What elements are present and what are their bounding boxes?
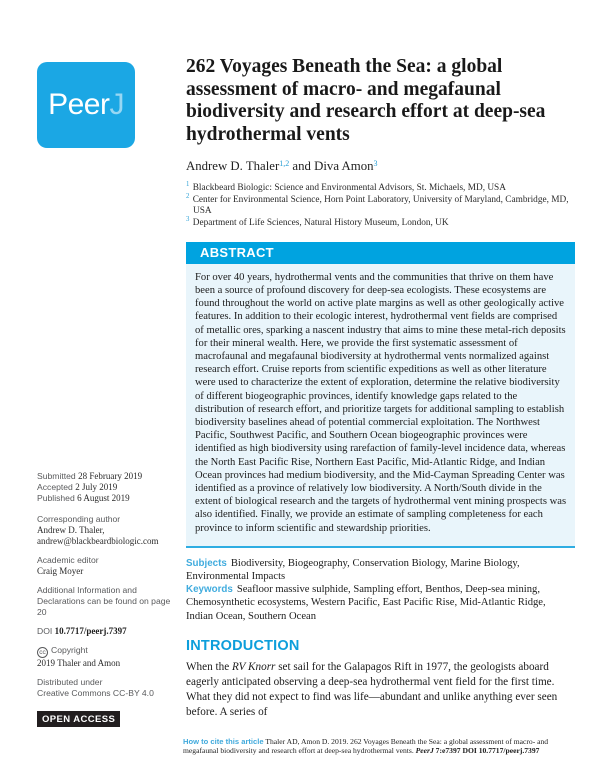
submitted-label: Submitted: [37, 471, 76, 481]
article-main-column: [186, 52, 575, 720]
creative-commons-icon: cc: [37, 647, 48, 658]
affiliation-1-text: Blackbeard Biologic: Science and Environmental Advisors, St. Michaels, MD, USA: [192, 183, 506, 193]
copyright-text: 2019 Thaler and Amon: [37, 658, 121, 668]
dates-block: [37, 471, 177, 504]
affiliations-list: [186, 183, 575, 230]
academic-editor-label: Academic editor: [37, 555, 99, 565]
affiliation-1-sup: 1: [186, 181, 190, 188]
academic-editor-name[interactable]: Craig Moyer: [37, 566, 84, 576]
author-2-name: Diva Amon: [314, 159, 374, 173]
article-metadata-sidebar: [37, 471, 177, 727]
doi-label: DOI: [37, 626, 53, 636]
abstract-body: [186, 264, 575, 548]
published-line: [37, 493, 177, 504]
author-2-affiliation-sup[interactable]: 3: [373, 159, 378, 168]
subjects-keywords-block: [186, 557, 575, 623]
submitted-date: 28 February 2019: [78, 471, 143, 481]
academic-editor-block: [37, 555, 177, 577]
subjects-text[interactable]: Biodiversity, Biogeography, Conservation Biology, Marine Biology, Environmental Impacts: [186, 557, 520, 583]
abstract-heading-bar: ABSTRACT: [186, 242, 575, 264]
abstract-text: For over 40 years, hydrothermal vents and the communities that thrive on them have been a source of profound discovery for deep-sea ecologists. These ecosystems are found throughout the world on active plate margins as well as other geologically active features. In addition to their ecologic interest, hydrothermal vent fields are comprised of metallic ores, sparking a nascent industry that aims to mine these metal-rich deposits for their mineral wealth. Here, we provide the first systematic assessment of macrofaunal and megafaunal biodiversity at hydrothermal vents normalized against research effort. Cruise reports from scientific expeditions as well as other literature were used to characterize the extent of exploration, determine the relative biodiversity of different biogeographic provinces, identify knowledge gaps related to the distribution of research effort, and prioritize targets for additional sampling to establish biodiversity baselines ahead of potential commercial exploitation. The Northwest Pacific, Southwest Pacific, and Southern Ocean biogeographic provinces were identified as high biodiversity using rarefaction of family-level incidence data, whereas the North East Pacific Rise, Northern East Pacific, Mid-Atlantic Ridge, and Indian Ocean provinces had medium biodiversity, and the Mid-Cayman Spreading Center was identified as a province of relatively low biodiversity. A North/South divide in the extent of biological research and the targets of hydrothermal vent mining prospects was also identified. Finally, we provide an estimate of sampling completeness for each province to inform scientific and stewardship priorities.: [195, 271, 567, 534]
peerj-logo-wordmark: [48, 88, 124, 122]
how-to-cite-label: How to cite this article: [183, 737, 264, 746]
additional-info-text: Additional Information and Declarations can be found on page 20: [37, 585, 171, 617]
keywords-label: Keywords: [186, 584, 233, 596]
corresponding-author-label: Corresponding author: [37, 514, 121, 524]
vessel-name-italic: RV Knorr: [231, 660, 276, 673]
intro-text-pre: When the: [186, 660, 232, 673]
submitted-line: [37, 471, 177, 482]
doi-block: [37, 626, 177, 637]
published-label: Published: [37, 493, 75, 503]
doi-value[interactable]: 10.7717/peerj.7397: [54, 626, 127, 636]
article-title: 262 Voyages Beneath the Sea: a global assessment of macro- and megafaunal biodiversity and research effort at deep-sea hydrothermal vents: [186, 56, 546, 145]
affiliation-item: [186, 183, 575, 195]
corresponding-author-email[interactable]: andrew@blackbeardbiologic.com: [37, 536, 159, 546]
published-date: 6 August 2019: [77, 493, 130, 503]
intro-text-post: set sail for the Galapagos Rift in 1977, the geologists aboard eagerly anticipated observing a deep-sea hydrothermal vent field for the first time. What they did not expect to find was life—abundant and unlike anything ever seen before. A series of: [186, 660, 558, 718]
citation-text: Thaler AD, Amon D. 2019. 262 Voyages Beneath the Sea: a global assessment of macro- and megafaunal biodiversity and research effort at deep-sea hydrothermal vents.: [183, 737, 549, 756]
open-access-badge[interactable]: OPEN ACCESS: [37, 711, 120, 727]
accepted-date: 2 July 2019: [75, 482, 118, 492]
affiliation-2-sup: 2: [186, 192, 190, 200]
citation-journal-name: PeerJ: [415, 746, 434, 756]
accepted-label: Accepted: [37, 482, 73, 492]
logo-text-peer: Peer: [48, 88, 110, 121]
author-1-name: Andrew D. Thaler: [186, 159, 280, 173]
license-block: [37, 677, 177, 699]
affiliation-2-text: Center for Environmental Science, Horn Point Laboratory, University of Maryland, Cambridge, MD, USA: [192, 194, 569, 217]
keywords-text: Seafloor massive sulphide, Sampling effort, Benthos, Deep-sea mining, Chemosynthetic ecosystems, Western Pacific, East Pacific Rise, Mid-Atlantic Ridge, Indian Ocean, Southern Ocean: [186, 584, 546, 622]
how-to-cite-paragraph: [183, 737, 579, 756]
author-1-affiliation-sup[interactable]: 1,2: [279, 159, 290, 168]
accepted-line: [37, 482, 177, 493]
subjects-label: Subjects: [186, 557, 227, 569]
copyright-line: [37, 645, 177, 658]
corresponding-author-block: [37, 514, 177, 547]
authors-line: [186, 159, 575, 174]
copyright-block: [37, 645, 177, 669]
license-line-1: Distributed under: [37, 677, 103, 687]
affiliation-3-text: Department of Life Sciences, Natural History Museum, London, UK: [192, 218, 449, 229]
affiliation-3-sup: 3: [186, 216, 190, 224]
citation-doi-tail[interactable]: 7:e7397 DOI 10.7717/peerj.7397: [433, 746, 540, 756]
introduction-heading: INTRODUCTION: [186, 637, 300, 654]
license-link[interactable]: Creative Commons CC-BY 4.0: [37, 688, 154, 698]
introduction-paragraph: [186, 660, 575, 720]
authors-connector: and: [289, 159, 315, 173]
logo-text-j: J: [109, 88, 124, 121]
peerj-logo: [37, 62, 135, 148]
keywords-line: [186, 583, 575, 623]
corresponding-author-name: Andrew D. Thaler,: [37, 525, 105, 535]
subjects-line: [186, 557, 575, 583]
affiliation-item: [186, 218, 575, 230]
copyright-label: Copyright: [51, 645, 88, 655]
affiliation-item: [186, 192, 575, 218]
citation-footer: [183, 737, 579, 756]
additional-info-block: [37, 585, 177, 618]
